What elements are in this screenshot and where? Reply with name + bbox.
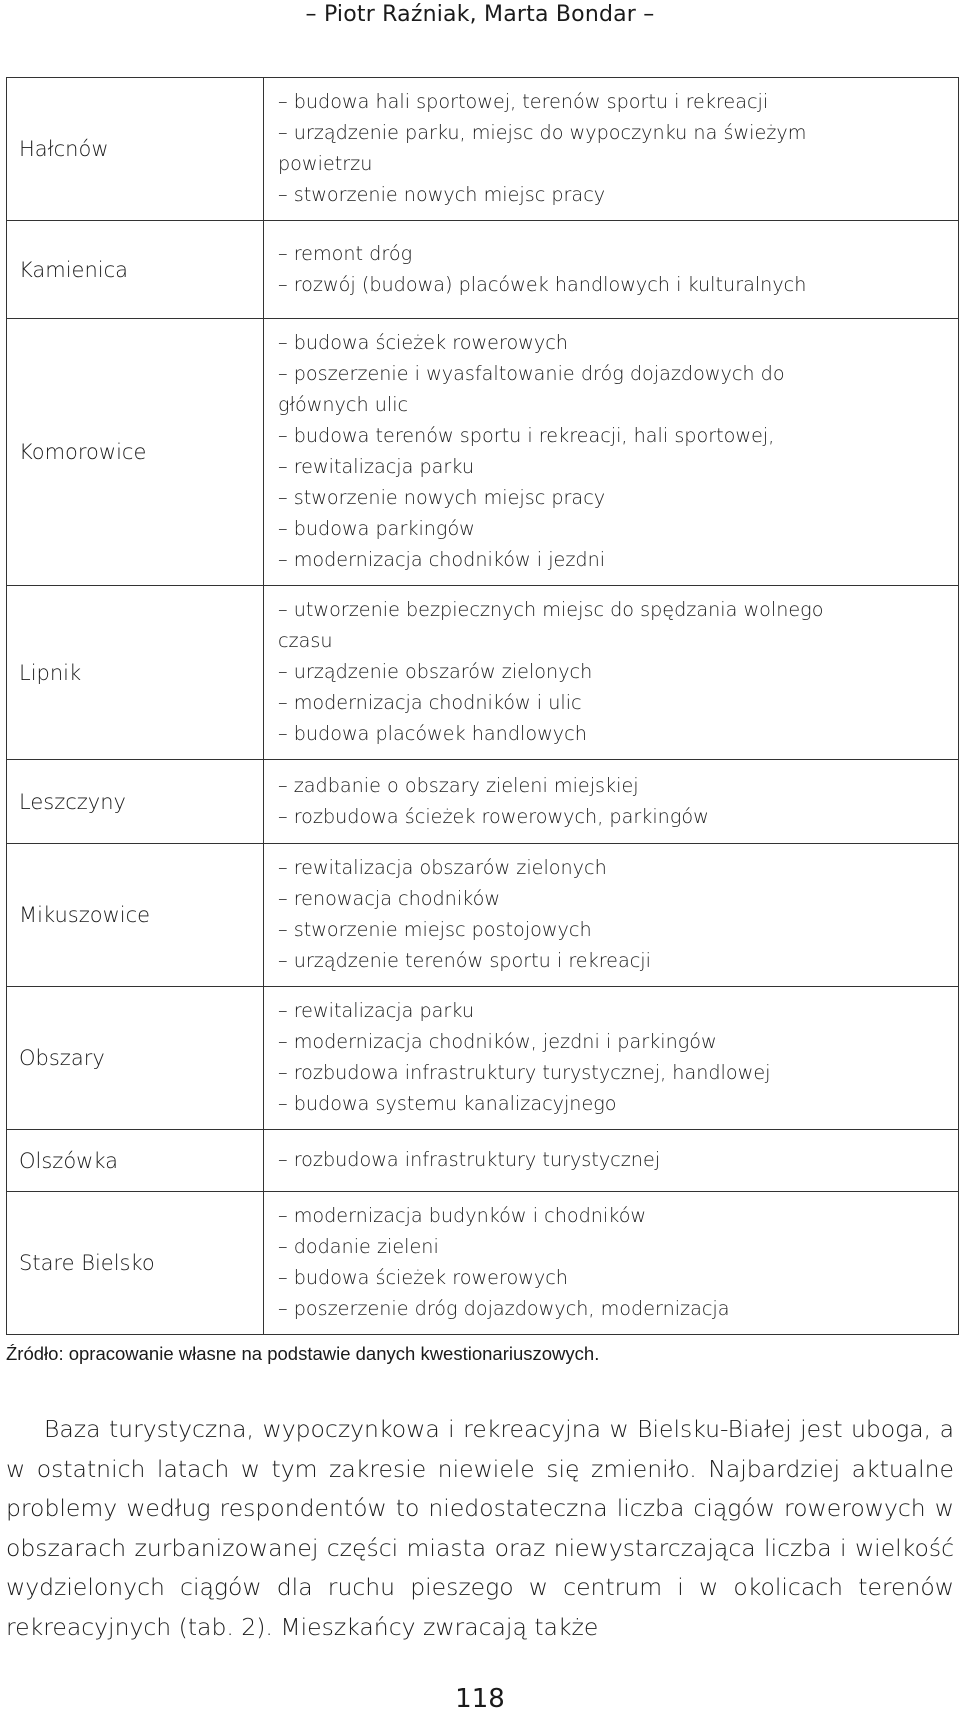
running-header: – Piotr Raźniak, Marta Bondar – <box>305 2 655 27</box>
need-item: – modernizacja chodników i ulic <box>278 691 582 714</box>
place-name-cell: Lipnik <box>7 586 264 760</box>
table-row <box>7 760 959 844</box>
table-row <box>7 221 959 319</box>
place-name-cell: Kamienica <box>7 221 264 319</box>
need-item: – modernizacja chodników i jezdni <box>278 548 606 571</box>
need-item: – budowa parkingów <box>278 517 475 540</box>
place-name-cell: Obszary <box>7 987 264 1130</box>
need-item: czasu <box>278 629 333 652</box>
place-name-cell: Olszówka <box>7 1130 264 1192</box>
needs-cell <box>264 760 959 844</box>
body-paragraph: Baza turystyczna, wypoczynkowa i rekreacyjna w Bielsku-Białej jest uboga, a w ostatnich latach w tym zakresie niewiele się zmieniło. Najbardziej aktualne problemy według respondentów to niedostateczna liczba ciągów rowerowych w obszarach zurbanizowanej części miasta oraz niewystarczająca liczba i wielkość wydzielonych ciągów dla ruchu pieszego w centrum i w okolicach terenów rekreacyjnych (tab. 2). Mieszkańcy zwracają także <box>6 1415 954 1641</box>
need-item: – stworzenie nowych miejsc pracy <box>278 486 606 509</box>
table-row <box>7 586 959 760</box>
need-item: – budowa hali sportowej, terenów sportu i rekreacji <box>278 90 769 113</box>
need-item: – budowa ścieżek rowerowych <box>278 331 568 354</box>
need-item: – rozbudowa infrastruktury turystycznej <box>278 1148 661 1171</box>
needs-cell <box>264 221 959 319</box>
need-item: – budowa placówek handlowych <box>278 722 587 745</box>
table-row <box>7 78 959 221</box>
source-note: Źródło: opracowanie własne na podstawie danych kwestionariuszowych. <box>6 1343 600 1364</box>
need-item: – dodanie zieleni <box>278 1235 439 1258</box>
need-item: – rewitalizacja parku <box>278 999 475 1022</box>
needs-cell <box>264 78 959 221</box>
place-name-cell: Mikuszowice <box>7 844 264 987</box>
needs-cell <box>264 1130 959 1192</box>
need-item: – urządzenie terenów sportu i rekreacji <box>278 949 651 972</box>
need-item: – urządzenie parku, miejsc do wypoczynku na świeżym <box>278 121 807 144</box>
needs-cell <box>264 586 959 760</box>
body-text <box>6 1410 954 1647</box>
place-name-cell: Hałcnów <box>7 78 264 221</box>
table-row <box>7 1192 959 1335</box>
need-item: – renowacja chodników <box>278 887 501 910</box>
table-row <box>7 319 959 586</box>
need-item: – rozbudowa infrastruktury turystycznej, handlowej <box>278 1061 771 1084</box>
need-item: głównych ulic <box>278 393 409 416</box>
place-name-cell: Leszczyny <box>7 760 264 844</box>
need-item: – rozwój (budowa) placówek handlowych i kulturalnych <box>278 272 807 296</box>
table-row <box>7 844 959 987</box>
need-item: – remont dróg <box>278 241 413 265</box>
needs-cell <box>264 1192 959 1335</box>
place-name-cell: Stare Bielsko <box>7 1192 264 1335</box>
need-item: – stworzenie miejsc postojowych <box>278 918 592 941</box>
need-item: – urządzenie obszarów zielonych <box>278 660 593 683</box>
survey-results-table <box>6 77 959 1335</box>
need-item: – budowa terenów sportu i rekreacji, hali sportowej, <box>278 424 775 447</box>
page-number: 118 <box>455 1684 505 1714</box>
need-item: – zadbanie o obszary zieleni miejskiej <box>278 773 639 797</box>
needs-cell <box>264 319 959 586</box>
need-item: – modernizacja chodników, jezdni i parkingów <box>278 1030 717 1053</box>
need-item: – utworzenie bezpiecznych miejsc do spędzania wolnego <box>278 598 824 621</box>
need-item: – rewitalizacja obszarów zielonych <box>278 856 607 879</box>
need-item: powietrzu <box>278 152 373 175</box>
need-item: – modernizacja budynków i chodników <box>278 1204 647 1227</box>
place-name-cell: Komorowice <box>7 319 264 586</box>
need-item: – poszerzenie i wyasfaltowanie dróg dojazdowych do <box>278 362 785 385</box>
need-item: – poszerzenie dróg dojazdowych, modernizacja <box>278 1297 730 1320</box>
need-item: – budowa systemu kanalizacyjnego <box>278 1092 617 1115</box>
need-item: – budowa ścieżek rowerowych <box>278 1266 568 1289</box>
table-row <box>7 987 959 1130</box>
need-item: – rozbudowa ścieżek rowerowych, parkingów <box>278 804 709 828</box>
needs-cell <box>264 987 959 1130</box>
need-item: – rewitalizacja parku <box>278 455 475 478</box>
needs-cell <box>264 844 959 987</box>
need-item: – stworzenie nowych miejsc pracy <box>278 183 606 206</box>
table-row <box>7 1130 959 1192</box>
